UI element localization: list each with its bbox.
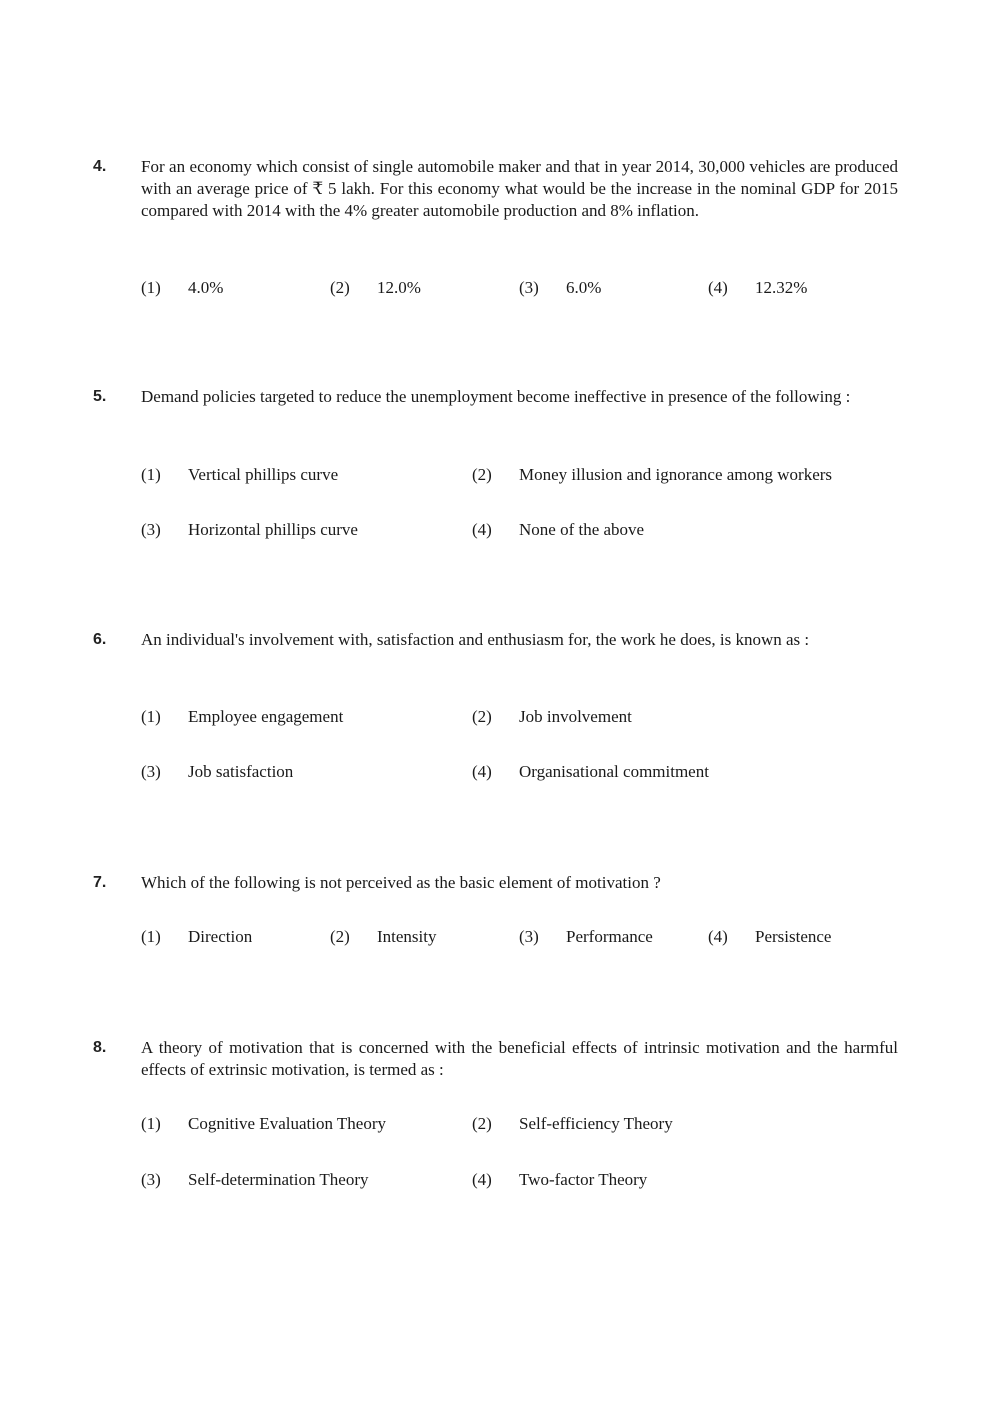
option-number: (3) <box>141 1170 161 1189</box>
question-text: An individual's involvement with, satisfaction and enthusiasm for, the work he does, is known as : <box>141 630 810 649</box>
question-text: Which of the following is not perceived as the basic element of motivation ? <box>141 873 661 892</box>
option-1[interactable] <box>141 278 223 298</box>
option-4[interactable] <box>472 762 709 782</box>
option-number: (2) <box>472 707 492 726</box>
option-label: 4.0% <box>188 278 224 297</box>
option-number: (2) <box>472 1114 492 1133</box>
option-number: (1) <box>141 707 161 726</box>
option-number: (2) <box>330 278 350 297</box>
option-2[interactable] <box>330 927 437 947</box>
option-label: Persistence <box>755 927 832 946</box>
option-number: (2) <box>472 465 492 484</box>
option-number: (4) <box>708 927 728 946</box>
option-2[interactable] <box>472 707 632 727</box>
option-3[interactable] <box>141 1170 369 1190</box>
option-label: None of the above <box>519 520 645 539</box>
question-number: 8. <box>93 1039 107 1056</box>
option-1[interactable] <box>141 707 343 727</box>
question-number: 5. <box>93 388 107 405</box>
option-number: (4) <box>472 1170 492 1189</box>
option-label: Intensity <box>377 927 437 946</box>
option-number: (3) <box>519 278 539 297</box>
option-1[interactable] <box>141 927 252 947</box>
option-number: (4) <box>472 520 492 539</box>
option-4[interactable] <box>472 1170 647 1190</box>
option-label: Employee engagement <box>188 707 344 726</box>
option-label: Job satisfaction <box>188 762 294 781</box>
option-label: Two-factor Theory <box>519 1170 648 1189</box>
option-4[interactable] <box>708 278 807 298</box>
option-label: 6.0% <box>566 278 602 297</box>
option-label: Vertical phillips curve <box>188 465 339 484</box>
option-3[interactable] <box>141 520 358 540</box>
option-label: 12.0% <box>377 278 421 297</box>
option-label: Self-efficiency Theory <box>519 1114 673 1133</box>
option-1[interactable] <box>141 465 338 485</box>
option-4[interactable] <box>708 927 831 947</box>
option-label: 12.32% <box>755 278 808 297</box>
option-label: Money illusion and ignorance among workers <box>519 465 833 484</box>
question-text: For an economy which consist of single automobile maker and that in year 2014, 30,000 vehicles are produced with an average price of ₹ 5 lakh. For this economy what would be the increase in the nominal GDP for 2015 compared with 2014 with the 4% greater automobile production and 8% inflation. <box>141 157 898 220</box>
option-3[interactable] <box>141 762 293 782</box>
option-number: (2) <box>330 927 350 946</box>
question-text: Demand policies targeted to reduce the unemployment become ineffective in presence of the following : <box>141 387 851 406</box>
option-4[interactable] <box>472 520 644 540</box>
option-number: (1) <box>141 1114 161 1133</box>
option-number: (3) <box>141 520 161 539</box>
option-number: (1) <box>141 927 161 946</box>
option-label: Self-determination Theory <box>188 1170 369 1189</box>
option-label: Direction <box>188 927 253 946</box>
option-label: Horizontal phillips curve <box>188 520 358 539</box>
question-number: 4. <box>93 158 107 175</box>
option-2[interactable] <box>330 278 421 298</box>
option-number: (3) <box>519 927 539 946</box>
option-number: (4) <box>472 762 492 781</box>
option-label: Job involvement <box>519 707 632 726</box>
question-number: 7. <box>93 874 107 891</box>
option-label: Performance <box>566 927 653 946</box>
option-number: (4) <box>708 278 728 297</box>
option-3[interactable] <box>519 927 653 947</box>
option-1[interactable] <box>141 1114 386 1134</box>
option-number: (1) <box>141 465 161 484</box>
option-2[interactable] <box>472 1114 673 1134</box>
option-label: Organisational commitment <box>519 762 709 781</box>
option-number: (3) <box>141 762 161 781</box>
question-number: 6. <box>93 631 107 648</box>
option-3[interactable] <box>519 278 601 298</box>
option-label: Cognitive Evaluation Theory <box>188 1114 386 1133</box>
question-text: A theory of motivation that is concerned with the beneficial effects of intrinsic motivation and the harmful effects of extrinsic motivation, is termed as : <box>141 1038 898 1079</box>
option-number: (1) <box>141 278 161 297</box>
option-2[interactable] <box>472 465 832 485</box>
